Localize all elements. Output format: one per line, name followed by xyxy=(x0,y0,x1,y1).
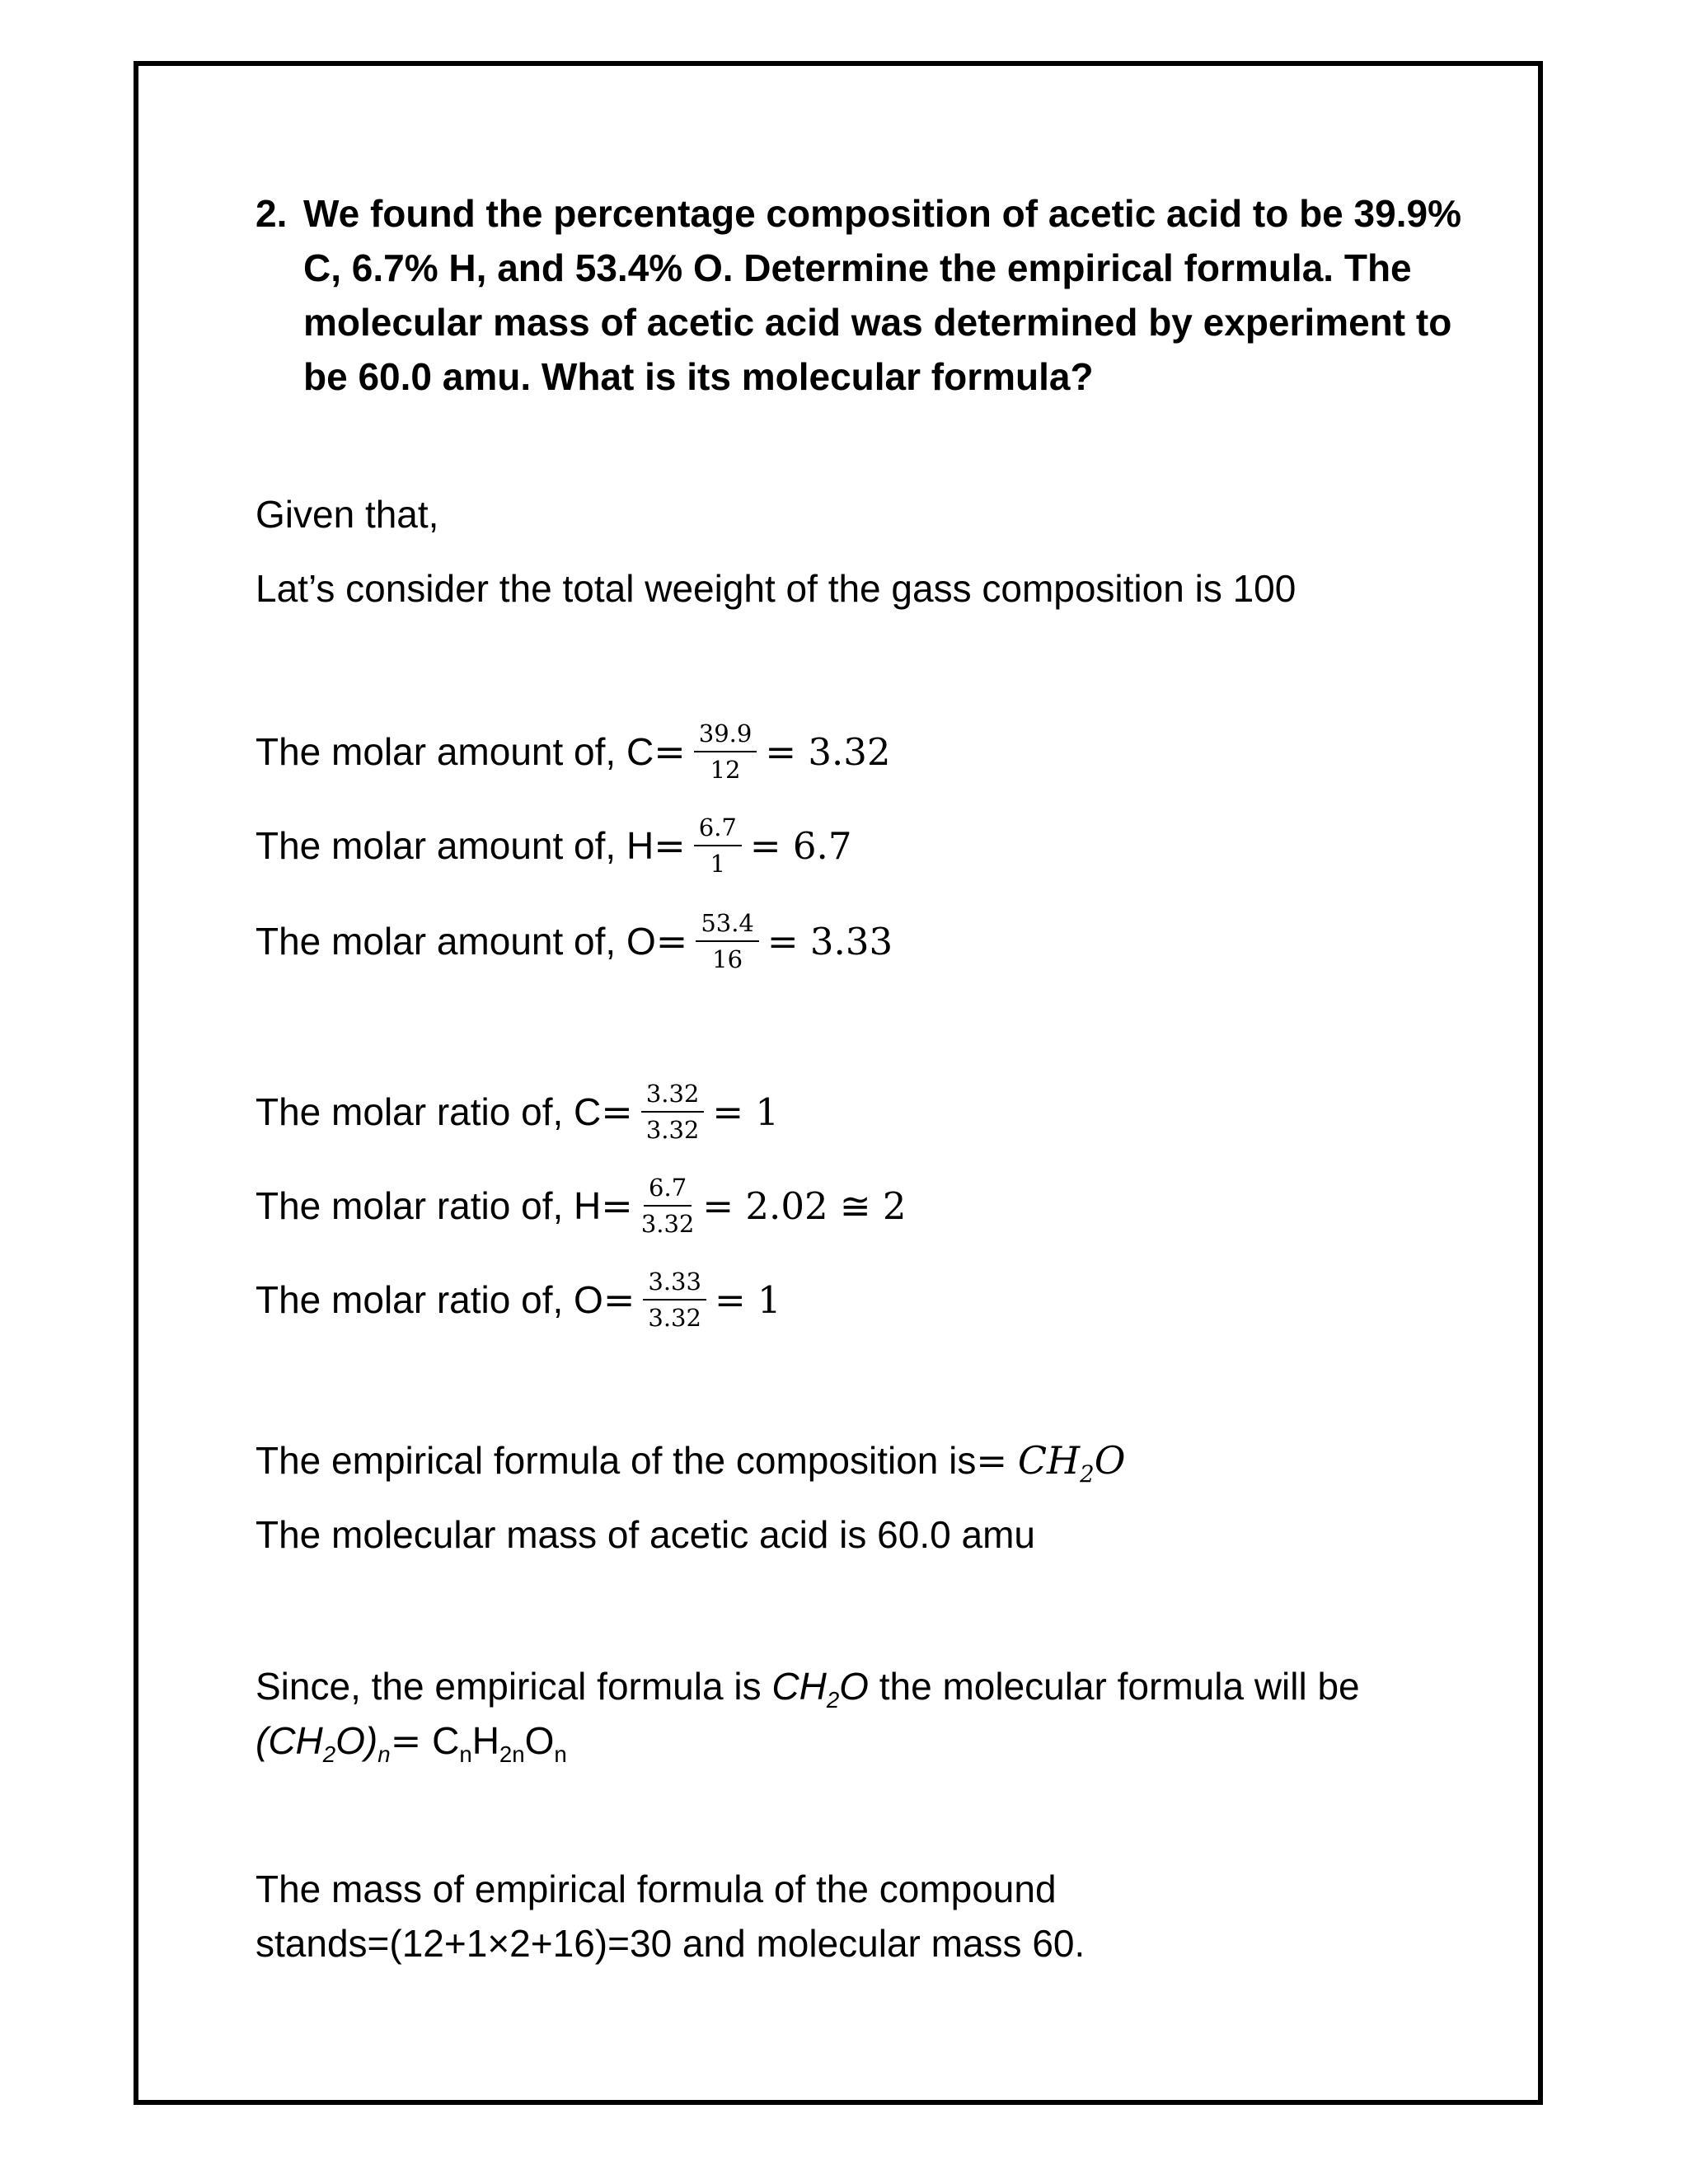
equation-result: = 1 xyxy=(714,1277,781,1322)
molecular-mass-line: The molecular mass of acetic acid is 60.0 amu xyxy=(256,1513,1035,1556)
mass-line-1: The mass of empirical formula of the compound xyxy=(256,1868,1057,1910)
equation-label: The molar amount of, H xyxy=(256,824,654,867)
question-text: We found the percentage composition of acetic acid to be 39.9% C, 6.7% H, and 53.4% O. Determine the empirical formula. The molecular mass of acetic acid was determined by experiment to be 60.0 amu. What is its molecular formula? xyxy=(303,192,1461,398)
fraction: $\frac{6.7}{3.32}$ xyxy=(640,1174,695,1238)
question-block xyxy=(256,186,1467,404)
molar-ratio-o: The molar ratio of, O= $\frac{3.33}{3.32}$ = 1 xyxy=(256,1268,781,1332)
since-line-2: $(CH_2O)_n= C_nH_{2n}O_n$ xyxy=(256,1719,567,1768)
molar-amount-c: The molar amount of, C= $\frac{39.9}{12}$ = 3.32 xyxy=(256,719,891,784)
fraction: $\frac{53.4}{16}$ xyxy=(696,908,759,974)
since-line-1: Since, the empirical formula is $CH_2O$ the molecular formula will be xyxy=(256,1665,1360,1713)
equation-result: = 6.7 xyxy=(749,823,852,868)
fraction: $\frac{3.33}{3.32}$ xyxy=(643,1267,706,1333)
equation-result: = 3.33 xyxy=(767,919,893,963)
equation-label: The molar ratio of, H xyxy=(256,1184,602,1227)
equation-result: = 2.02 ≅ 2 xyxy=(702,1183,907,1228)
molar-amount-o: The molar amount of, O= $\frac{53.4}{16}$ = 3.33 xyxy=(256,909,893,973)
question-number: 2. xyxy=(256,192,288,235)
equation-result: = 3.32 xyxy=(765,729,891,774)
equation-label: The molar amount of, O xyxy=(256,920,656,963)
equation-label: The molar ratio of, O xyxy=(256,1278,603,1321)
fraction: $\frac{39.9}{12}$ xyxy=(694,719,757,785)
empirical-formula-line: The empirical formula of the composition $is= CH_2O$ xyxy=(256,1438,1126,1488)
equation-result: = 1 xyxy=(712,1090,780,1134)
molar-ratio-c: The molar ratio of, C= $\frac{3.32}{3.32}$ = 1 xyxy=(256,1080,780,1144)
fraction: $\frac{6.7}{1}$ xyxy=(694,813,742,879)
molar-amount-h: The molar amount of, H= $\frac{6.7}{1}$ = 6.7 xyxy=(256,813,852,878)
given-line: Given that, xyxy=(256,493,439,536)
equation-label: The molar ratio of, C xyxy=(256,1090,602,1133)
molar-ratio-h: The molar ratio of, H= $\frac{6.7}{3.32}$ = 2.02 ≅ 2 xyxy=(256,1174,907,1238)
mass-line-2: stands=(12+1×2+16)=30 and molecular mass 60. xyxy=(256,1922,1085,1965)
fraction: $\frac{3.32}{3.32}$ xyxy=(641,1079,705,1145)
equation-label: The molar amount of, C xyxy=(256,730,654,773)
consider-line: Lat’s consider the total weeight of the gass composition is 100 xyxy=(256,567,1296,610)
